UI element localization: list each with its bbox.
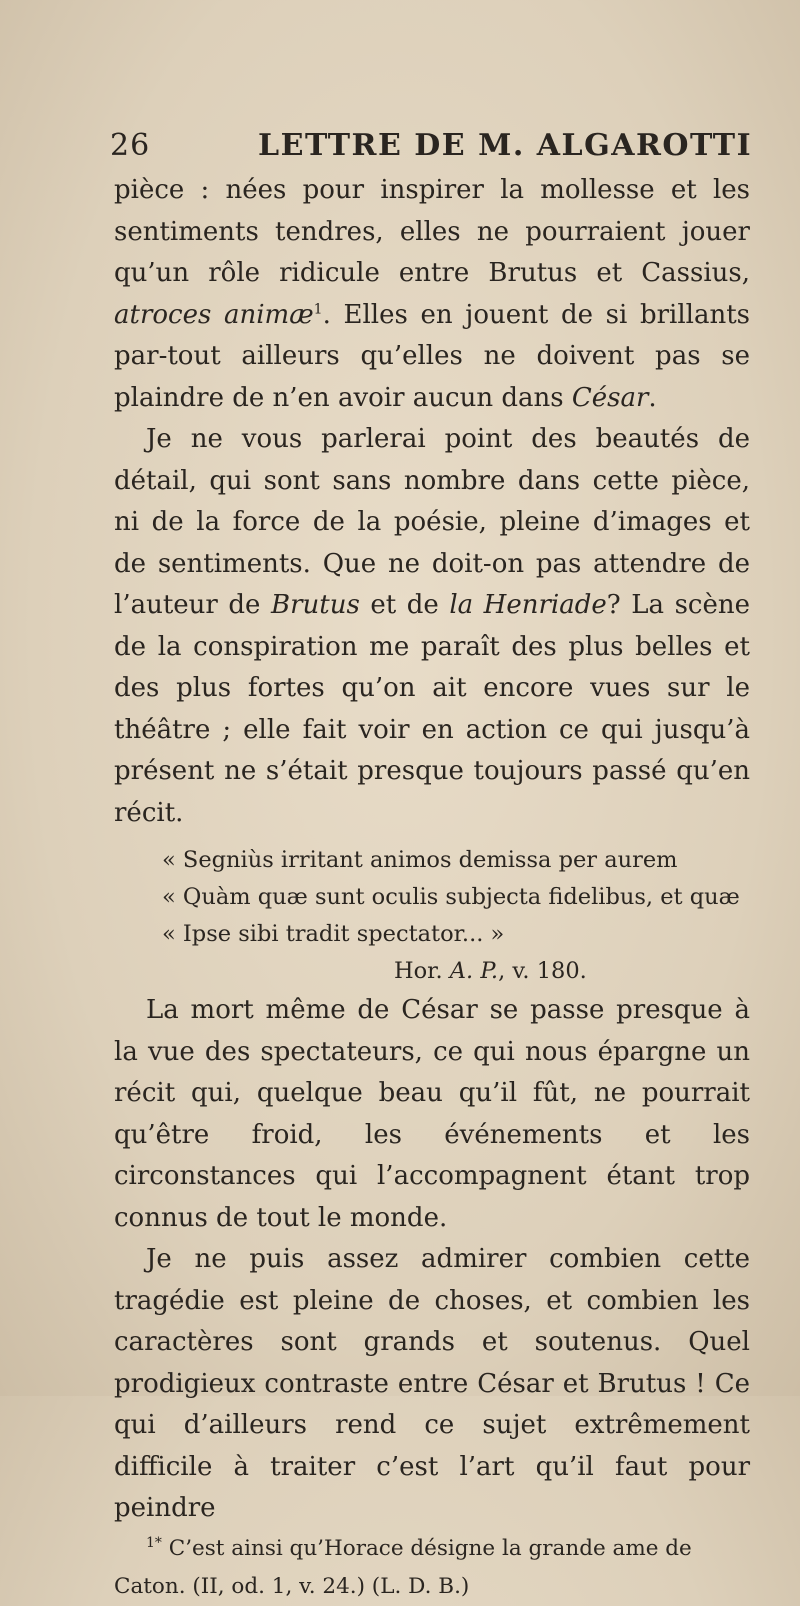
footnote-text: C’est ainsi qu’Horace désigne la grande ame de Caton. (II, od. 1, v. 24.) (L. D. B.) [114,1535,692,1599]
footnote [114,1530,750,1606]
paragraph-1 [114,170,750,419]
paragraph-2-text-e: ? La scène de la conspiration me paraît des plus belles et des plus fortes qu’on ait encore vues sur le théâtre ; elle fait voir en action ce qui jusqu’à présent ne s’était presque toujours passé qu’en récit. [114,590,750,828]
paragraph-2 [114,419,750,834]
quotation-source-author: Hor. [394,958,450,984]
paragraph-1-text-e: . [648,382,657,413]
paragraph-4: Je ne puis assez admirer combien cette tragédie est pleine de choses, et combien les caractères sont grands et soutenus. Quel prodigieux contraste entre César et Brutus ! Ce qui d’ailleurs rend ce sujet extrêmement difficile à traiter c’est l’art qu’il faut pour peindre [114,1244,750,1523]
latin-quotation [114,842,750,990]
page-header [110,128,753,172]
paragraph-2-title-henriade: la Henriade [449,590,607,620]
page-number: 26 [110,128,151,163]
paragraph-2-text-c: et de [359,590,450,620]
quotation-source [114,953,750,990]
footnote-marker: 1* [146,1534,162,1551]
paragraph-1-text-c: . Elles en jouent de si brillants par-tout ailleurs qu’elles ne doivent pas se plaindre de n’en avoir aucun dans [114,299,751,413]
paragraph-2-text-a: Je ne vous parlerai point des beautés de détail, qui sont sans nombre dans cette pièce, ni de la force de la poésie, pleine d’images et de sentiments. Que ne doit-on pas attendre de l’auteur de [114,424,750,620]
quotation-line-2: « Quàm quæ sunt oculis subjecta fidelibus, et quæ [162,884,740,910]
paragraph-1-text-a: pièce : nées pour inspirer la mollesse et les sentiments tendres, elles ne pourraient jouer qu’un rôle ridicule entre Brutus et Cassius, [114,175,750,288]
paragraph-1-latin-phrase: atroces animæ [114,299,314,330]
running-title: LETTRE DE M. ALGAROTTI [258,128,753,163]
quotation-source-work: A. P. [449,958,499,984]
paragraph-3: La mort même de César se passe presque à la vue des spectateurs, ce qui nous épargne un récit qui, quelque beau qu’il fût, ne pourrait qu’être froid, les événements et les circonstances qui l’accompagnent étant trop connus de tout le monde. [114,995,750,1233]
quotation-source-verse: , v. 180. [498,958,587,984]
footnote-reference: 1 [313,300,323,317]
paragraph-1-title-cesar: César [571,382,649,413]
quotation-line-3: « Ipse sibi tradit spectator... » [162,921,505,947]
quotation-line-1: « Segniùs irritant animos demissa per aurem [162,847,678,873]
paragraph-2-title-brutus: Brutus [270,590,360,620]
body-text [114,170,750,1606]
